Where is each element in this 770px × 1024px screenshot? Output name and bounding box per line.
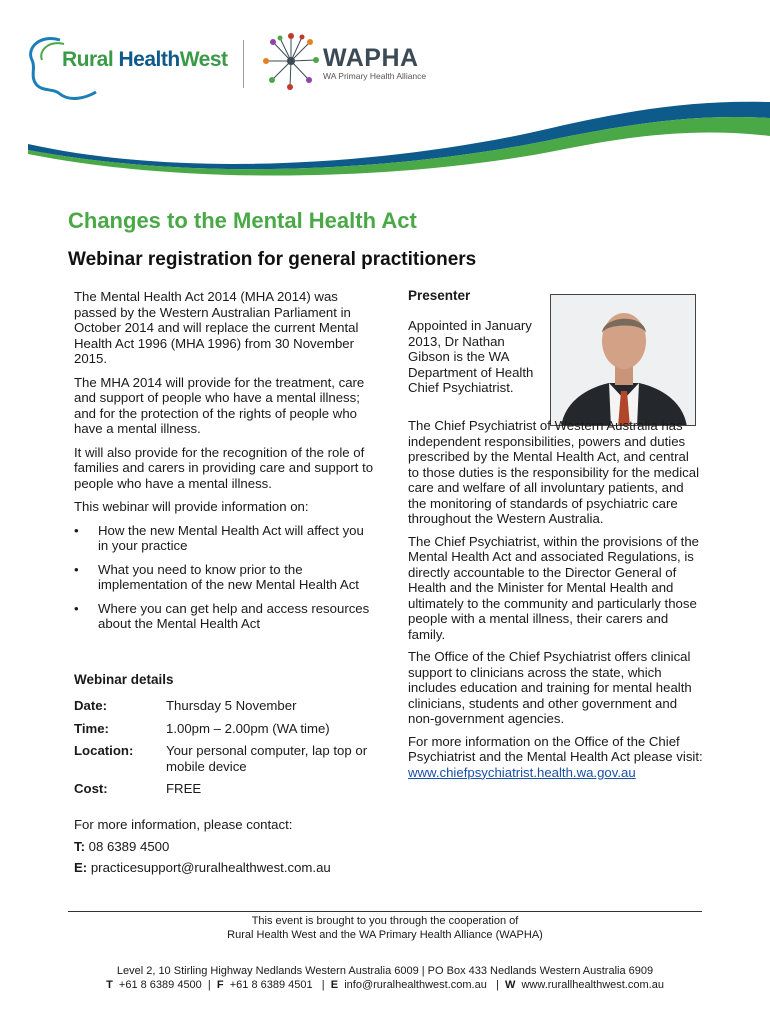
logo-divider [243,40,244,88]
topics-list [74,523,374,632]
bullet-icon: • [74,600,79,616]
detail-value: Your personal computer, lap top or mobile device [166,743,368,774]
wapha-logo-subtitle: WA Primary Health Alliance [323,71,427,81]
contact-intro: For more information, please contact: [74,817,293,832]
phone-value: 08 6389 4500 [84,838,170,854]
intro-paragraph-3: It will also provide for the recognition of the role of families and carers in providing care and support to people who have a mental illness. [74,444,374,491]
detail-row-cost [74,781,384,797]
header-swoosh-graphic [0,92,770,182]
footer-address-line: Level 2, 10 Stirling Highway Nedlands Western Australia 6009 | PO Box 433 Nedlands Western Australia 6909 [116,965,654,977]
footer-note-line-2: Rural Health West and the WA Primary Health Alliance (WAPHA) [227,929,543,941]
footer-note-line-1: This event is brought to you through the cooperation of [251,915,519,927]
intro-paragraph-2: The MHA 2014 will provide for the treatment, care and support of people who have a mental illness; and for the protection of the rights of people who have a mental illness. [74,374,365,436]
detail-row-date [74,698,384,714]
presenter-paragraph-1: The Chief Psychiatrist of Western Australia has independent responsibilities, powers and duties prescribed by the Mental Health Act, and central to those duties is the responsibility for the medical care and welfare of all involuntary patients, and the monitoring of standards of psychiatric care throughout the Western Australia. [408,418,700,526]
footer-web-label: W [504,979,516,991]
footer-phone-label: T [106,979,113,991]
list-item-text: Where you can get help and access resources about the Mental Health Act [98,600,370,631]
detail-row-location [74,743,384,774]
intro-paragraph-4: This webinar will provide information on: [74,499,309,514]
wapha-logo-title: WAPHA [323,44,419,72]
list-item-text: What you need to know prior to the implementation of the new Mental Health Act [98,561,359,592]
wapha-logo-mark [262,30,320,92]
detail-label: Time: [74,720,109,736]
contact-email [74,860,394,876]
contact-block [74,817,394,882]
footer-email[interactable]: info@ruralhealthwest.com.au | [338,979,505,991]
presenter-portrait-image [551,295,696,426]
footer-divider [68,911,702,912]
page-header [0,0,770,185]
webinar-details [74,672,384,804]
intro-paragraph-1: The Mental Health Act 2014 (MHA 2014) was passed by the Western Australian Parliament in October 2014 and will replace the current Mental Health Act 1996 (MHA 1996) from 30 November 2015. [74,289,359,366]
list-item [74,601,374,632]
presenter-heading: Presenter [408,288,471,303]
email-value[interactable]: practicesupport@ruralhealthwest.com.au [87,860,331,875]
presenter-paragraph-4 [408,734,703,781]
footer-address [60,964,710,992]
list-item [74,523,374,554]
footer-website[interactable]: www.rurallhealthwest.com.au [515,979,664,991]
footer-phone: +61 8 6389 4500 | [112,979,217,991]
footer-contacts-line [60,978,710,992]
rural-health-west-logo-text: Rural HealthWest [62,48,228,71]
list-item [74,562,374,593]
more-info-text: For more information on the Office of the Chief Psychiatrist and the Mental Health Act please visit: [408,733,703,764]
detail-value: 1.00pm – 2.00pm (WA time) [166,720,330,736]
contact-phone [74,839,394,855]
detail-value: Thursday 5 November [166,698,297,713]
phone-label: T: [74,838,85,854]
email-label: E: [74,860,88,875]
presenter-paragraph-3: The Office of the Chief Psychiatrist offers clinical support to clinicians across the state, which includes education and training for mental health clinicians, students and other government and non-government agencies. [408,649,692,726]
page-subtitle: Webinar registration for general practitioners [68,249,477,270]
chief-psychiatrist-link[interactable]: www.chiefpsychiatrist.health.wa.gov.au [408,764,636,780]
intro-column [74,289,374,640]
footer-fax-label: F [216,979,224,991]
page-title: Changes to the Mental Health Act [68,208,417,233]
presenter-intro: Appointed in January 2013, Dr Nathan Gibson is the WA Department of Health Chief Psychiatrist. [408,318,534,395]
detail-label: Date: [74,698,107,713]
footer-fax: +61 8 6389 4501 | [223,979,331,991]
footer-email-label: E [330,979,339,991]
detail-label: Location: [74,743,134,758]
footer-note [68,914,702,942]
presenter-column [408,418,703,787]
presenter-paragraph-2: The Chief Psychiatrist, within the provisions of the Mental Health Act and associated Regulations, is directly accountable to the Director General of Health and the Minister for Mental Health and ultimately to the community and particularly those people with a mental illness, their carers and family. [408,533,699,642]
detail-row-time [74,721,384,737]
detail-value: FREE [166,781,202,796]
presenter-photo [550,294,696,426]
detail-label: Cost: [74,781,108,796]
bullet-icon: • [74,561,79,577]
webinar-details-heading: Webinar details [74,672,174,687]
list-item-text: How the new Mental Health Act will affect you in your practice [98,522,364,553]
bullet-icon: • [74,522,79,538]
